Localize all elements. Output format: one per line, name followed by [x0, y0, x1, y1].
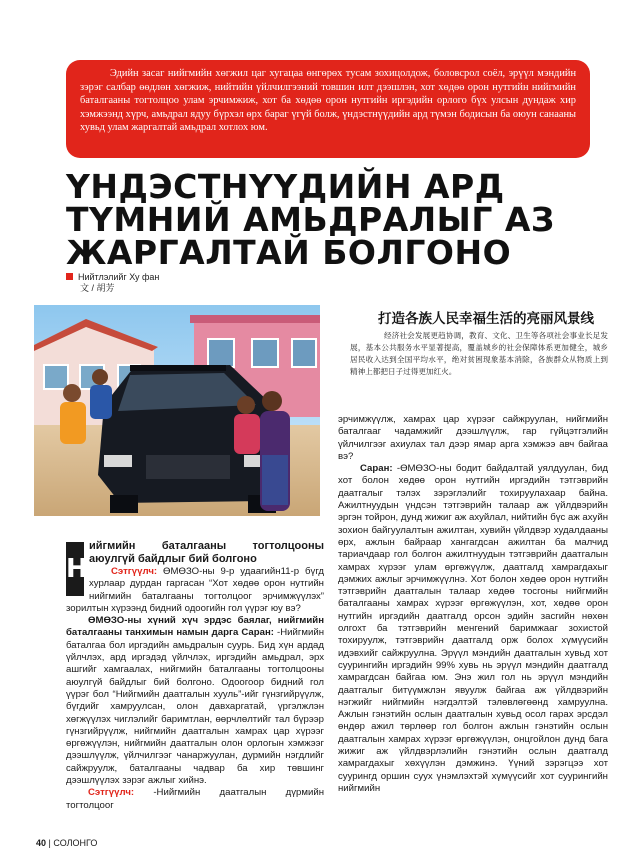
- paragraph-text: эрчимжүүлж, хамрах цар хүрээг сайжруулан, нийгмийн баталгааг чадамжийг дээшлүүлж, гар гүйцэтгэлийн үйлчилгээг ахиулах тал дээр ямар арга хэмжээ авч байгаа вэ?: [338, 414, 608, 462]
- red-square-marker: [66, 273, 73, 280]
- chinese-summary: 经济社会发展更趋协调，教育、文化、卫生等各项社会事业长足发展，基本公共服务水平显著提高，覆盖城乡的社会保障体系更加健全，城乡居民收入达到全国平均水平，绝对贫困现象基本消除，各族群众从物质上到精神上都把日子过得更加红火。: [350, 331, 608, 376]
- page-footer: [36, 838, 97, 848]
- page-number: 40: [36, 838, 47, 848]
- title-line-2: ТҮМНИЙ АМЬДРАЛЫГ АЗ: [66, 200, 555, 239]
- lead-paragraph-box: [66, 60, 590, 158]
- magazine-name: СОЛОНГО: [53, 838, 98, 848]
- paragraph-text: -Нийгмийн даатгалын дүрмийн тогтолцоог: [66, 787, 324, 811]
- photo-illustration: [34, 305, 320, 516]
- byline-author-chinese: 文 / 胡芳: [80, 283, 115, 293]
- section-heading: ийгмийн баталгааны тогтолцооны аюулгүй байдлыг бий болгоно: [89, 540, 324, 565]
- drop-cap: Н: [66, 542, 84, 596]
- speaker-label: ӨМӨЗО-ны хүний хүч эрдэс баялаг, нийгмийн баталгааны танхимын намын дарга Саран:: [66, 615, 324, 639]
- speaker-label: Сэтгүүлч:: [111, 566, 158, 577]
- speaker-label: Саран:: [360, 463, 393, 475]
- paragraph-text: ӨМӨЗО-ны 9-р удаагийн11-р бүгд хурлаар дурдан гаргасан “Хот хөдөө орон нутгийн нийгмийн баталгааны тогтолцоог эрчимжүүлэх” зорилтын хүрээнд бидний одоогийн гол үүрэг юу вэ?: [66, 566, 324, 614]
- lead-paragraph: Эдийн засаг нийгмийн хөгжил цаг хугацаа өнгөрөх тусам зохицолдож, боловсрол соёл, эрүүл мэндийн зэрэг салбар өөдлөн хөгжиж, нийтийн үйлчилгээний товшин илт дээшлэн, хот хөдөө орон нутгийн нийгмийн баталгааны тогтолцоо улам эрчимжиж, хот ба хөдөө орон нутгийн иргэдийн орлого бүх улсын дундаж хир хэмжээнд хүрч, амьдрал ядуу бүрхэл өрх бараг үгүй болж, үндэстнүүдийн ард түмэн бодисын ба оюун санааны хувьд улам жаргалтай амьдрал хотлох юм.: [80, 68, 576, 134]
- title-line-1: ҮНДЭСТНҮҮДИЙН АРД: [66, 167, 505, 206]
- byline-author: Нийтлэлийг Ху фан: [78, 272, 160, 282]
- footer-separator: |: [48, 838, 51, 848]
- paragraph: [66, 566, 324, 615]
- article-photo: [34, 305, 320, 516]
- page-title: [66, 167, 606, 272]
- article-column-left: [66, 540, 324, 812]
- title-line-3: ЖАРГАЛТАЙ БОЛГОНО: [66, 233, 512, 272]
- paragraph: [66, 615, 324, 787]
- paragraph: [338, 463, 608, 795]
- byline: [66, 272, 159, 294]
- paragraph-text: -ӨМӨЗО-ны бодит байдалтай уялдуулан, бид хот болон хөдөө орон нутгийн иргэдийн тэтгэврийн даатгалыг тэлэх зэрэглэлийг тохируулахаар байна. Ажилтнуудын үндсэн тэтгэврийн талаар аж үйлдвэрийн эргэн тойрон, дунд жижиг аж ахуйлал, нийтийн бүс аж ахуйн зохион байгуулалтын ажилтан, хувийн үйлдвэр худалдааны өрх, ажлын байраар хангагдсан ажилтан ба малчид тариачдаар гол болгон ажилтнуудын тэтгэврийн даатгалын хамрах хүрээг улам өргөжүүлж, даатгалд хамрагдахыг дэмжих ажлыг эрчимжүүлнэ. Хот болон хөдөө орон нутгийн тэтгэврийн даатгалын талаар хөдөө тосгоны нийгмийн баталгааны хамрах хүрээг өргөжүүлэн, хот, хөдөө орон нутгийн иргэдийн даатгалд орсон эдийн засгийн нөхөн олгохт ба тэтгэврийн менгений баримжааг зохистой тохируулж, тэтгэврийн даатгалд орж болох хүмүүсийн идэвхийг сайжруулна. Эрүүл мэндийн даатгалын хувьд хот суурингийн иргэдийн 99% хувь нь эрүүл мэндийн даатгалд хамрагдсан байгаа юм. Энэ жил гол нь эрүүл мэндийн даатгалыг битүүмжлэн явуулж байгаа аж үйлдвэрийн нэгжийг нийгмийн нэгдэлтэй тэлөвлөгөөнд хамруулна. Ажлын гэнэтийн ослын даатгалын хувьд осол гарах эрсдэл өндөр ажил төрлөөр гол болгон ажлын гэнэтийн ослын даатгалын хамрах хүрээг өргөжүүлэн, онцгойлон дунд бага жижиг аж үйлдвэрлэлийн гэнэтийн ослын даатгалд хамрагдахыг хөхүүлэн дэмжинэ. Үүний зэрэгцээ хот суурингд оршин суух үнэмлэхтэй хүмүүсийг хот суурингийн нийгмийн: [338, 463, 608, 794]
- paragraph-text: -Нийгмийн баталгаа бол иргэдийн амьдралын суурь. Бид хүн ардад үйлчлэх, ард иргэдэд үйлчлэх, иргэдийн амьдрал, эрх ашгийг хамгаалах, нийгмийн баталгааны тогтолцооны аюулгүй байдлыг бий болгоно. Одоогоор бидний гол үүрэг бол “Нийгмийн даатгалын хууль”-ийг гүнзгийрүүлж, бүгдийг хамруулсан, олон давхаргатай, үргэлжлэн хөгжүүлэх чиглэлийг баримтлан, өөрчлөлтийг тал бүрээр гүнзгийрүүлж, нийгмийн даатгалын хамрах цар хүрээг өргөжүүлэн, нийгмийн даатгалын олон орлогын хэмжээг дээшлүүлж, үйлчилгээг чанаржуулан, дурмийн нэгдлийг сайжруулж, баталгааны чадвар ба хир төвшинг дээшлүүлэх зэрэг ажлыг хийнэ.: [66, 627, 324, 787]
- article-column-right: [338, 414, 608, 795]
- paragraph: [66, 787, 324, 812]
- chinese-title: 打造各族人民幸福生活的亮丽风景线: [378, 311, 594, 327]
- speaker-label: Сэтгүүлч:: [88, 787, 135, 799]
